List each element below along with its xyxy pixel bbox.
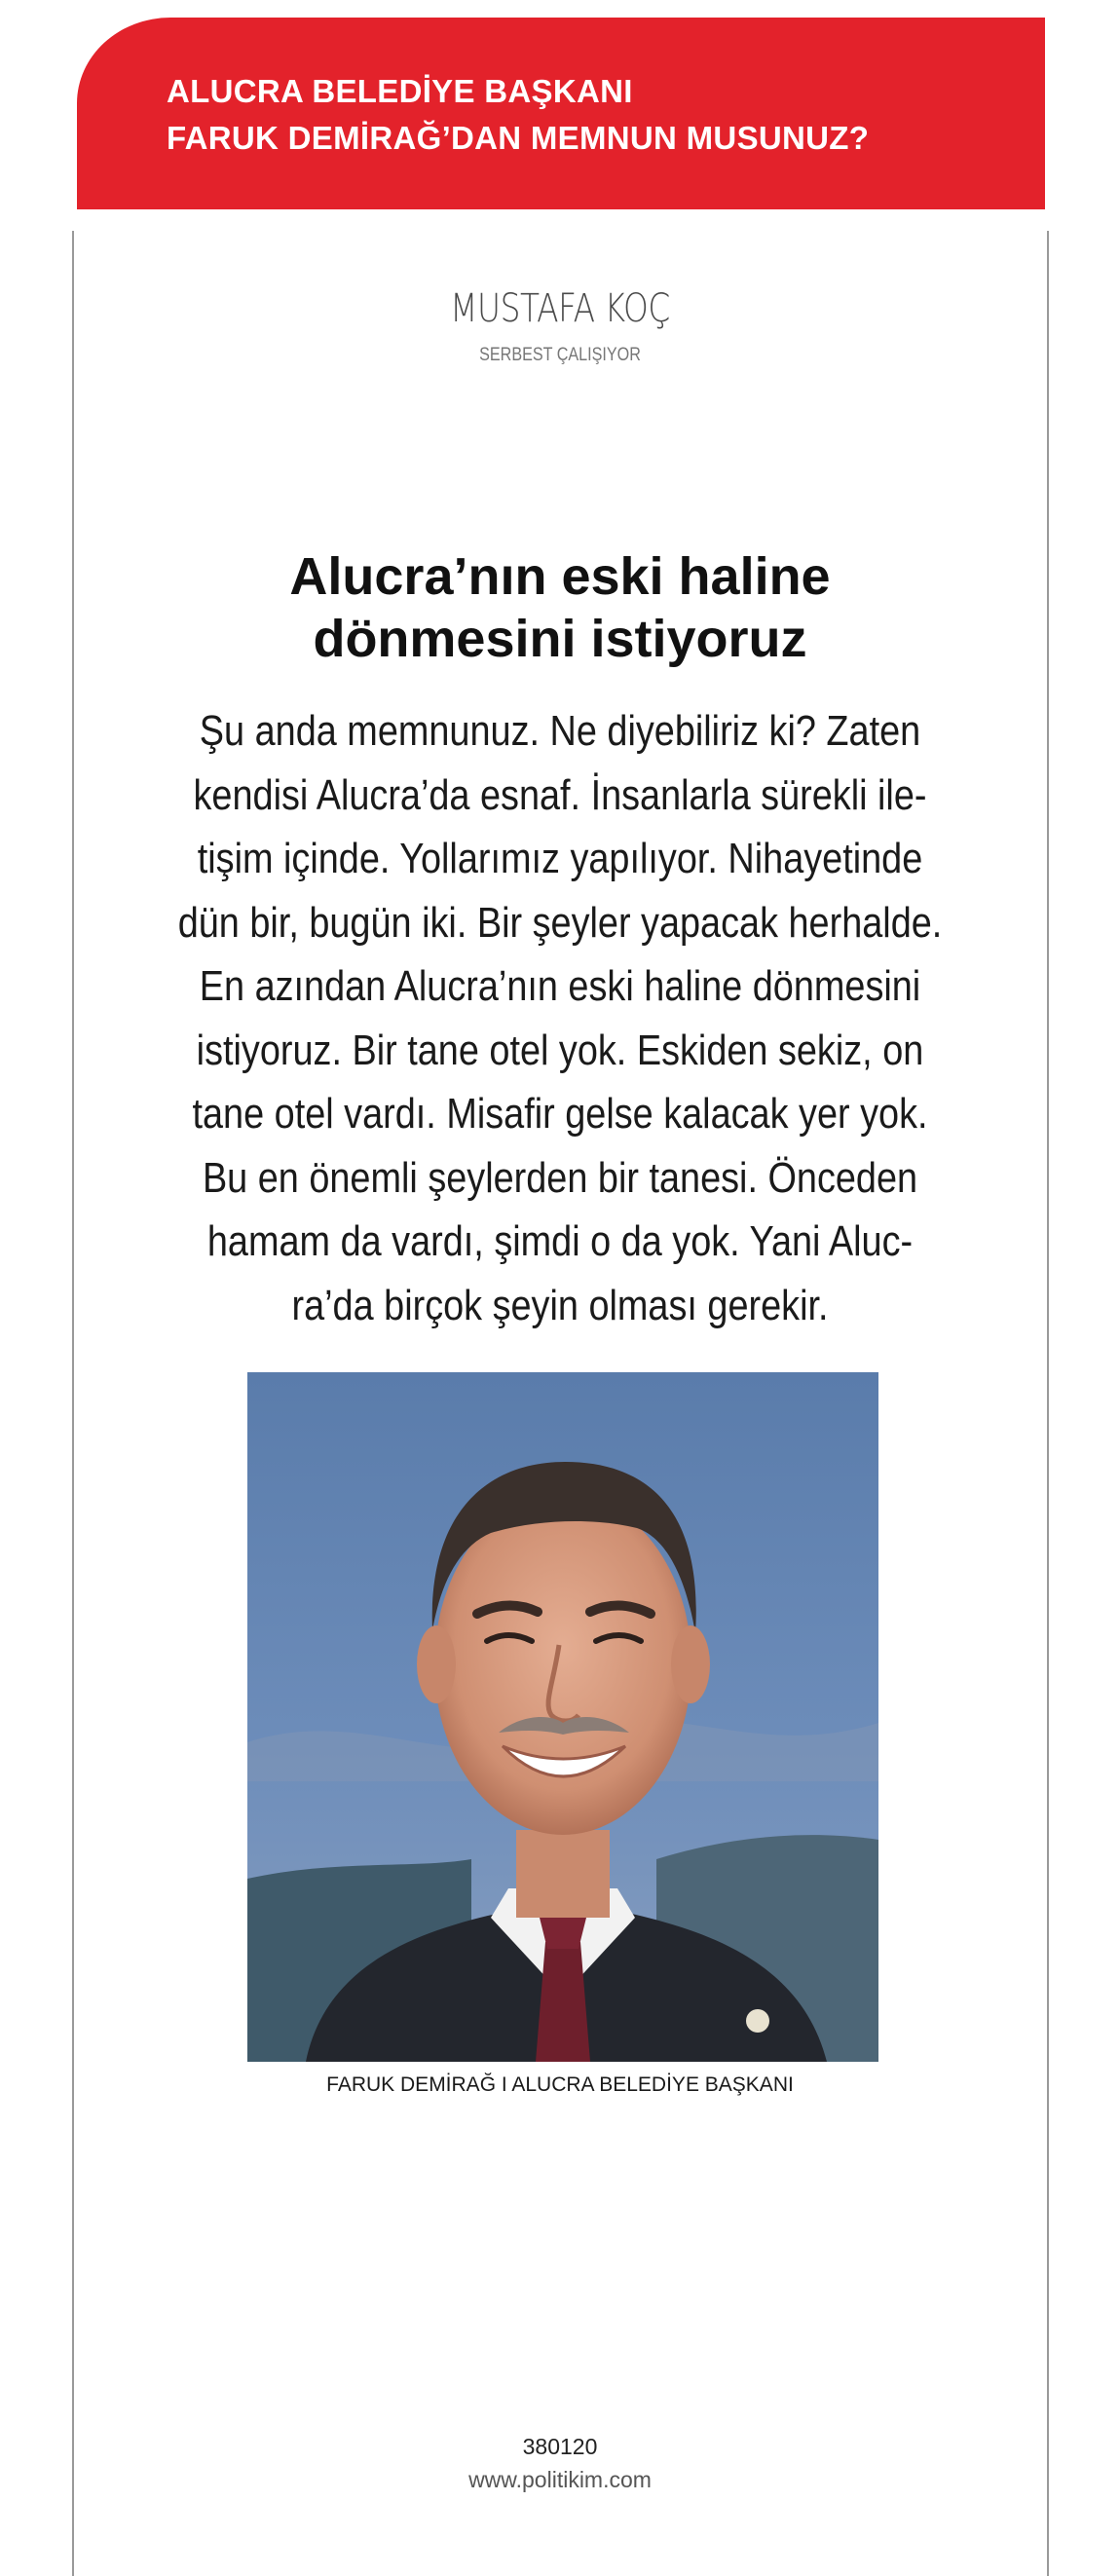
body-line: istiyoruz. Bir tane otel yok. Eskiden sekiz, on bbox=[196, 1026, 924, 1074]
headline-line-1: Alucra’nın eski haline bbox=[289, 547, 831, 606]
body-line: tane otel vardı. Misafir gelse kalacak yer yok. bbox=[192, 1090, 928, 1138]
portrait-photo bbox=[247, 1372, 878, 2062]
body-line: ra’da birçok şeyin olması gerekir. bbox=[291, 1281, 829, 1329]
byline-role: SERBEST ÇALIŞIYOR bbox=[479, 345, 641, 365]
body-line: dün bir, bugün iki. Bir şeyler yapacak herhalde. bbox=[177, 898, 943, 947]
byline-name: MUSTAFA KOÇ bbox=[450, 286, 670, 331]
footer-url[interactable]: www.politikim.com bbox=[468, 2467, 652, 2492]
body-line: kendisi Alucra’da esnaf. İnsanlarla sürekli ile- bbox=[193, 770, 927, 819]
body-line: En azından Alucra’nın eski haline dönmesini bbox=[199, 962, 921, 1010]
body-line: Şu anda memnunuz. Ne diyebiliriz ki? Zaten bbox=[199, 707, 921, 755]
footer-code: 380120 bbox=[522, 2434, 598, 2459]
banner-line-2: FARUK DEMİRAĞ’DAN MEMNUN MUSUNUZ? bbox=[167, 120, 870, 156]
article-headline bbox=[0, 545, 1120, 670]
photo-caption: FARUK DEMİRAĞ I ALUCRA BELEDİYE BAŞKANI bbox=[326, 2073, 794, 2096]
body-line: Bu en önemli şeylerden bir tanesi. Önceden bbox=[202, 1153, 918, 1202]
banner-line-1: ALUCRA BELEDİYE BAŞKANI bbox=[167, 73, 633, 109]
body-line: tişim içinde. Yollarımız yapılıyor. Nihayetinde bbox=[197, 835, 923, 882]
body-line: hamam da vardı, şimdi o da yok. Yani Aluc- bbox=[206, 1217, 914, 1265]
headline-line-2: dönmesini istiyoruz bbox=[313, 610, 807, 668]
portrait-illustration bbox=[247, 1372, 878, 2062]
article-body bbox=[0, 699, 1120, 1337]
header-banner bbox=[77, 18, 1045, 209]
